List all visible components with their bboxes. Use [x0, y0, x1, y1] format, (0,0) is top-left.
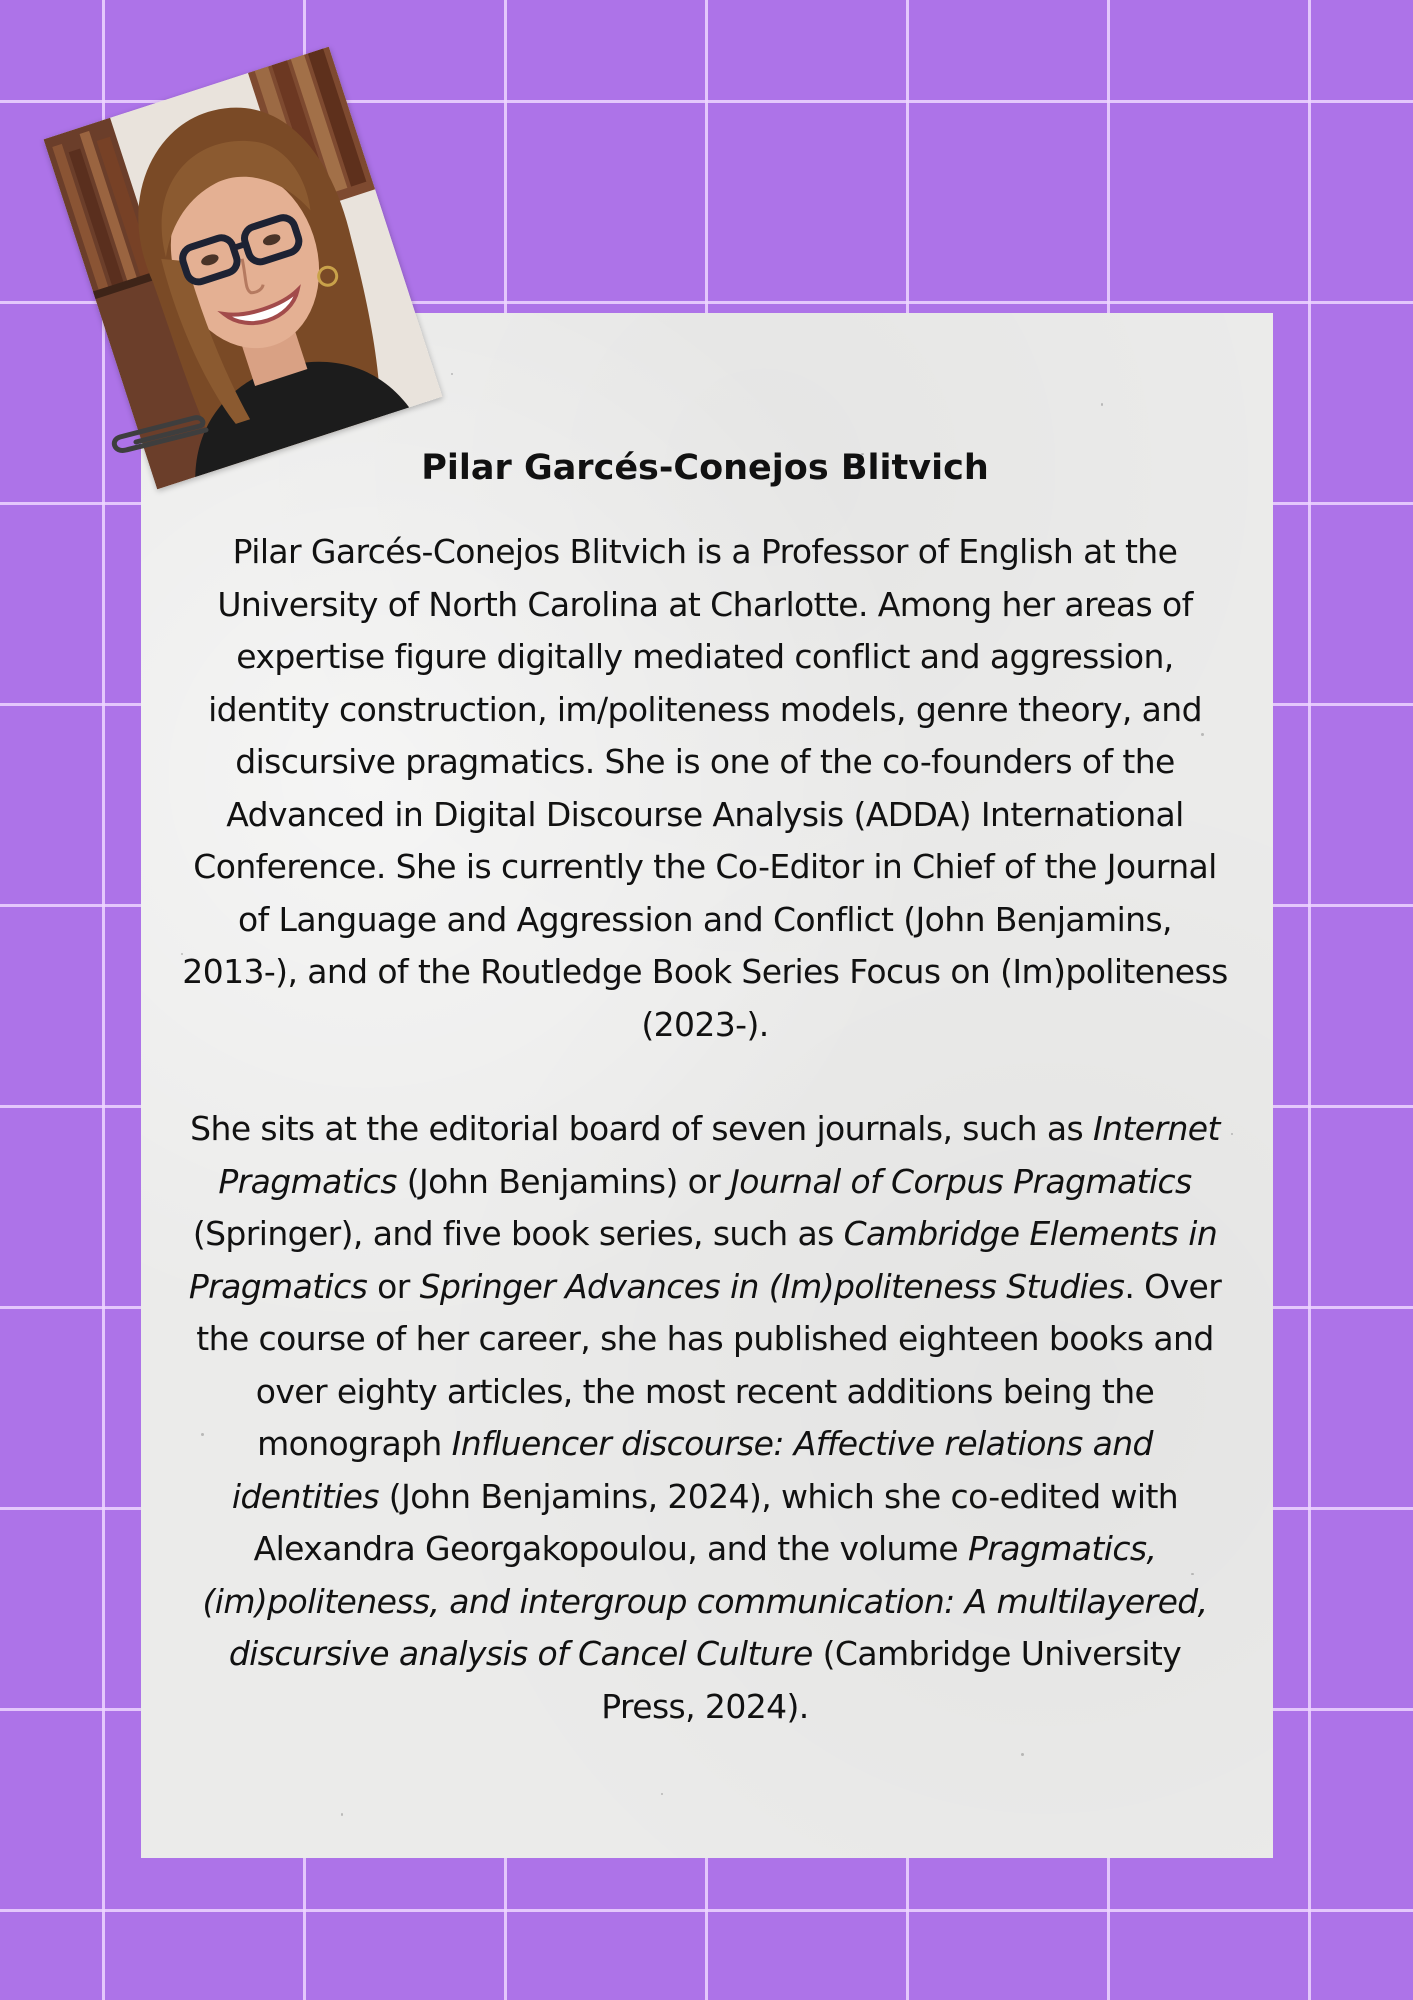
bio-text: (John Benjamins) or — [396, 1161, 731, 1201]
bio-paragraph-2 — [180, 1103, 1230, 1733]
series-title: Springer Advances in (Im)politeness Studies — [419, 1266, 1125, 1306]
journal-title: Internet Pragmatics — [218, 1109, 1220, 1201]
paper-speckle — [451, 373, 453, 375]
bio-content — [180, 438, 1230, 1785]
book-title: Influencer discourse: Affective relations and identities — [231, 1424, 1153, 1516]
bio-text: She sits at the editorial board of seven journals, such as — [190, 1109, 1093, 1148]
journal-title: Journal of Corpus Pragmatics — [730, 1161, 1192, 1201]
book-title: Pragmatics, (im)politeness, and intergroup communication: A multilayered, discursive analysis of Cancel Culture — [202, 1529, 1208, 1673]
series-title: Cambridge Elements in Pragmatics — [188, 1214, 1218, 1306]
paper-speckle — [1101, 403, 1103, 406]
bio-text: (John Benjamins, 2024), which she co-edited with Alexandra Georgakopoulou, and the volume — [253, 1476, 1179, 1568]
paper-speckle — [1231, 1133, 1233, 1135]
bio-text: (Springer), and five book series, such as — [192, 1214, 844, 1253]
person-name: Pilar Garcés-Conejos Blitvich — [421, 448, 989, 488]
bio-text: (Cambridge University Press, 2024). — [601, 1634, 1182, 1726]
bio-text: or — [367, 1266, 420, 1306]
paper-speckle — [341, 1813, 343, 1816]
bio-text: . Over the course of her career, she has published eighteen books and over eighty articles, the most recent additions being the monograph — [196, 1266, 1222, 1463]
bio-paragraph-1: Pilar Garcés-Conejos Blitvich is a Professor of English at the University of North Carolina at Charlotte. Among her areas of expertise figure digitally mediated conflict and aggression, identity construction, im/politeness models, genre theory, and discursive pragmatics. She is one of the co-founders of the Advanced in Digital Discourse Analysis (ADDA) International Conference. She is currently the Co-Editor in Chief of the Journal of Language and Aggression and Conflict (John Benjamins, 2013-), and of the Routledge Book Series Focus on (Im)politeness (2023-). — [182, 532, 1228, 1044]
paper-speckle — [661, 1793, 663, 1795]
paperclip-icon — [106, 412, 216, 472]
